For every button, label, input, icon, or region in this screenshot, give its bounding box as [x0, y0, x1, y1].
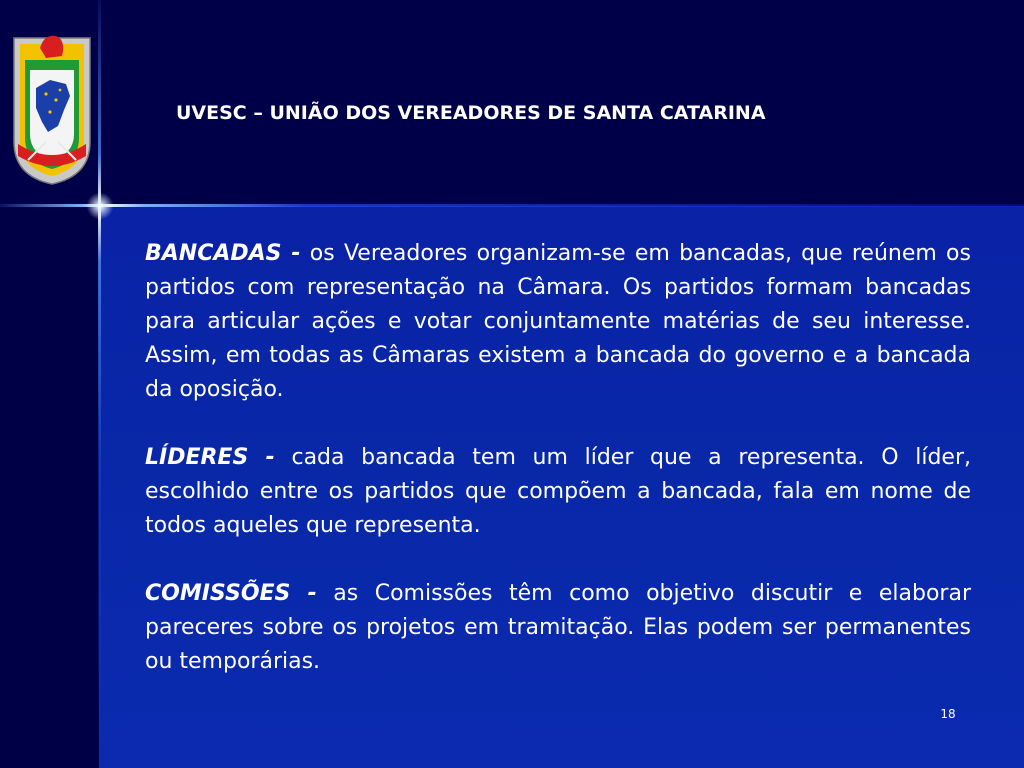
- horizontal-accent-line: [0, 204, 1024, 207]
- sparkle-icon: [84, 190, 116, 222]
- section-description: os Vereadores organizam-se em bancadas, que reúnem os partidos com representação na Câmara. Os partidos formam bancadas para articular ações e votar conjuntamente matérias de seu interesse. Assim, em todas as Câmaras existem a bancada do governo e a bancada da oposição.: [145, 241, 971, 402]
- section-description: cada bancada tem um líder que a representa. O líder, escolhido entre os partidos que compõem a bancada, fala em nome de todos aqueles que representa.: [145, 445, 971, 538]
- vertical-accent-line: [98, 0, 101, 768]
- section-term: COMISSÕES -: [145, 581, 317, 606]
- section-term: BANCADAS -: [145, 241, 301, 266]
- section-term: LÍDERES -: [145, 445, 275, 470]
- section-description: as Comissões têm como objetivo discutir e elaborar pareceres sobre os projetos em tramitação. Elas podem ser permanentes ou temporárias.: [145, 581, 971, 674]
- body-text: [145, 237, 971, 679]
- page-title: UVESC – UNIÃO DOS VEREADORES DE SANTA CATARINA: [176, 102, 766, 124]
- section-lideres: [145, 441, 971, 543]
- section-comissoes: [145, 577, 971, 679]
- slide-number: 18: [940, 707, 956, 721]
- section-bancadas: [145, 237, 971, 407]
- left-sidebar-band: [0, 206, 99, 768]
- municipal-crest-icon: [6, 30, 98, 190]
